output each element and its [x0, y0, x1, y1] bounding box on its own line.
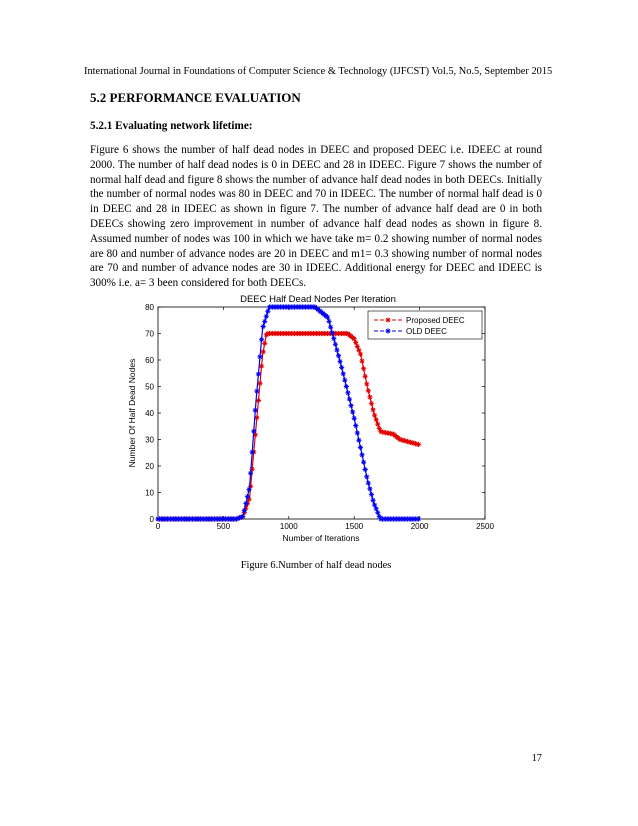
data-point-marker [375, 422, 380, 427]
y-tick-label: 10 [145, 488, 154, 498]
y-tick-label: 70 [145, 329, 154, 339]
x-tick-label: 500 [216, 522, 231, 531]
x-tick-label: 1500 [345, 522, 364, 531]
data-point-marker [334, 347, 339, 352]
subsection-title: 5.2.1 Evaluating network lifetime: [90, 120, 253, 132]
data-point-marker [337, 359, 342, 364]
data-point-marker [356, 438, 361, 443]
data-point-marker [339, 365, 344, 370]
y-tick-label: 20 [145, 462, 154, 471]
data-point-marker [262, 319, 267, 324]
x-tick-label: 2500 [476, 522, 494, 531]
body-paragraph: Figure 6 shows the number of half dead nodes in DEEC and proposed DEEC i.e. IDEEC at round 2000. The number of half dead nodes is 0 in DEEC and 28 in IDEEC. Figure 7 shows the number of normal half dead and figure 8 shows the number of advance half dead nodes in both DEECs. Initially the number of normal nodes was 80 in DEEC and 70 in IDEEC. The number of normal half dead is 0 in DEEC and 28 in IDEEC as shown in figure 7. The number of advance half dead are 0 in both DEECs showing zero improvement in number of advance half dead nodes as shown in figure 8. Assumed number of nodes was 100 in which we have take m= 0.2 showing number of normal nodes are 80 and number of advance nodes are 20 in DEEC and m1= 0.3 showing number of normal nodes are 70 and number of advance nodes are 30 in IDEEC. Additional energy for DEEC and IDEEC is 300% i.e. a= 3 been considered for both DEECs. [90, 144, 542, 290]
data-point-marker [416, 516, 421, 521]
chart-legend [368, 311, 482, 339]
data-point-marker [251, 429, 256, 434]
data-point-marker [328, 325, 333, 330]
y-axis-label: Number Of Half Dead Nodes [127, 358, 137, 468]
data-point-marker [342, 378, 347, 383]
y-tick-label: 60 [145, 356, 154, 365]
legend-label: Proposed DEEC [406, 316, 465, 325]
journal-header: International Journal in Foundations of Computer Science & Technology (IJFCST) Vol.5, No.5, September 2015 [84, 66, 553, 77]
data-point-marker [353, 423, 358, 428]
data-point-marker [372, 413, 377, 418]
x-axis-label: Number of Iterations [282, 533, 360, 543]
y-tick-label: 80 [145, 303, 154, 312]
page-number: 17 [531, 753, 542, 764]
x-tick-label: 0 [155, 522, 161, 531]
x-tick-label: 1000 [279, 522, 298, 531]
y-tick-label: 30 [145, 435, 154, 445]
y-tick-label: 0 [149, 515, 154, 524]
y-tick-label: 50 [145, 382, 154, 392]
data-point-marker [345, 390, 350, 395]
data-point-marker [333, 342, 338, 347]
data-point-marker [352, 416, 357, 421]
data-point-marker [358, 445, 363, 450]
figure-caption: Figure 6.Number of half dead nodes [240, 560, 392, 571]
half-dead-nodes-chart [118, 293, 508, 553]
data-point-marker [261, 349, 266, 354]
data-point-marker [243, 501, 248, 506]
legend-label: OLD DEEC [406, 327, 447, 336]
data-point-marker [240, 514, 245, 519]
x-tick-label: 2000 [410, 522, 429, 531]
data-point-marker [257, 354, 262, 359]
chart-title: DEEC Half Dead Nodes Per Iteration [240, 294, 396, 305]
y-tick-label: 40 [145, 409, 154, 418]
section-title: 5.2 PERFORMANCE EVALUATION [90, 90, 301, 105]
data-point-marker [348, 403, 353, 408]
